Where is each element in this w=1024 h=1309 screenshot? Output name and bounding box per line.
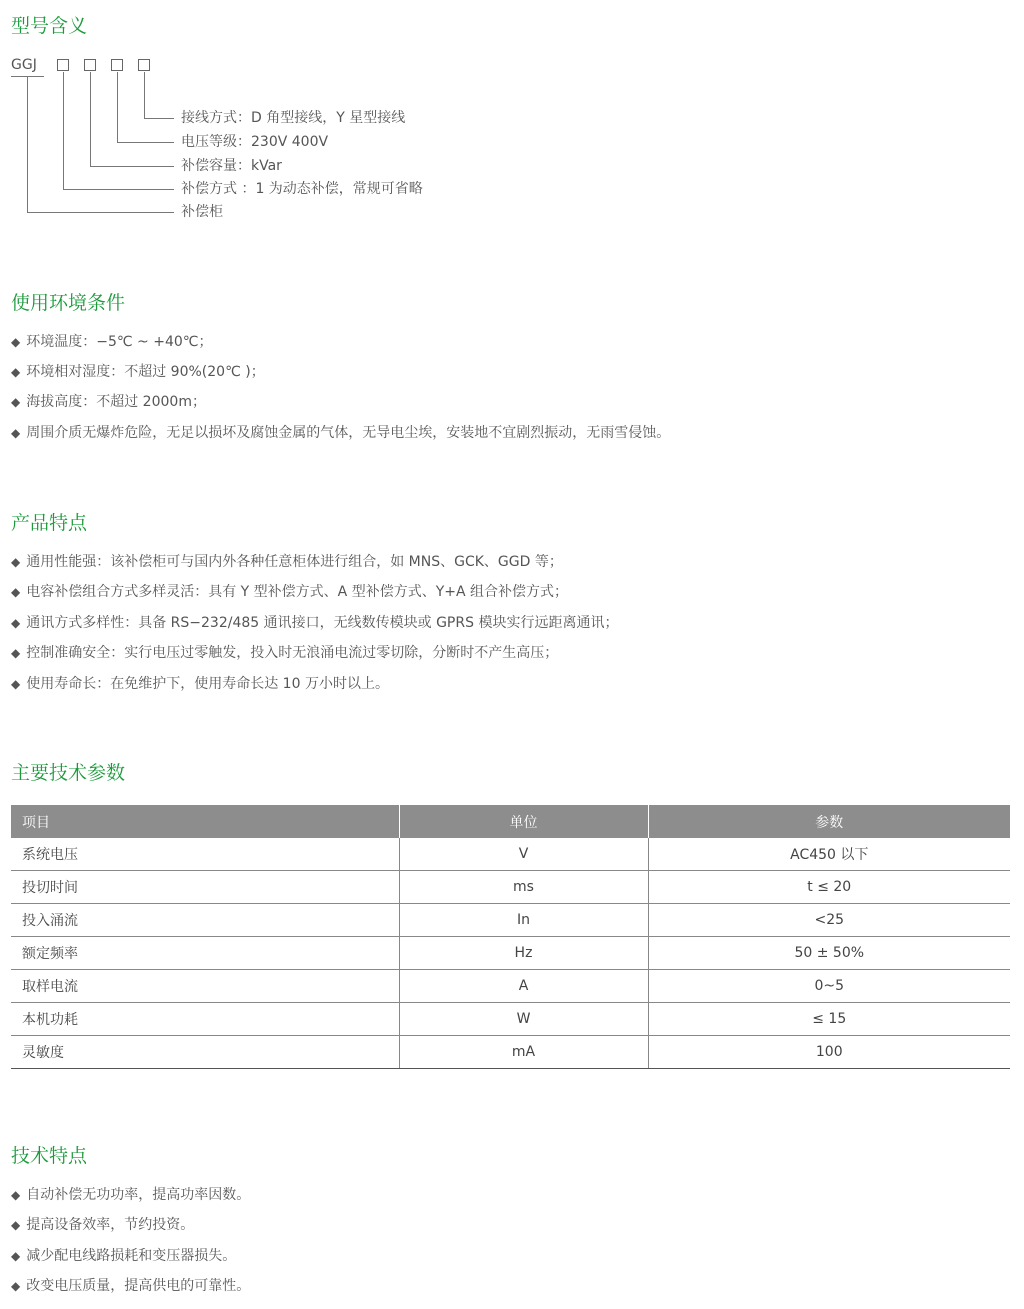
cell-unit: mA xyxy=(399,1036,648,1069)
list-item: ◆ 海拔高度：不超过 2000m； xyxy=(11,394,206,410)
list-item: ◆ 减少配电线路损耗和变压器损失。 xyxy=(11,1248,237,1264)
diamond-bullet-icon: ◆ xyxy=(11,426,21,440)
column-header-value: 参数 xyxy=(648,805,1010,838)
model-label-capacity: 补偿容量：kVar xyxy=(181,158,282,174)
cell-unit: A xyxy=(399,970,648,1003)
table-row xyxy=(11,1036,1010,1069)
diamond-bullet-icon: ◆ xyxy=(11,365,21,379)
diamond-bullet-icon: ◆ xyxy=(11,585,21,599)
table-row xyxy=(11,1003,1010,1036)
cell-unit: ms xyxy=(399,871,648,904)
cell-item: 本机功耗 xyxy=(11,1003,399,1036)
section-title-features: 产品特点 xyxy=(11,512,88,534)
cell-item: 额定频率 xyxy=(11,937,399,970)
section-title-env: 使用环境条件 xyxy=(11,292,126,314)
connector-line xyxy=(90,72,91,167)
connector-line xyxy=(63,72,64,190)
params-table xyxy=(11,805,1010,1069)
cell-unit: W xyxy=(399,1003,648,1036)
diamond-bullet-icon: ◆ xyxy=(11,395,21,409)
diamond-bullet-icon: ◆ xyxy=(11,1218,21,1232)
cell-value: 50 ± 50% xyxy=(648,937,1010,970)
column-header-unit: 单位 xyxy=(399,805,648,838)
list-item: ◆ 环境温度：−5℃ ~ +40℃； xyxy=(11,334,213,350)
cell-value: 100 xyxy=(648,1036,1010,1069)
diamond-bullet-icon: ◆ xyxy=(11,646,21,660)
cell-item: 投入涌流 xyxy=(11,904,399,937)
cell-value: ≤ 15 xyxy=(648,1003,1010,1036)
section-title-model: 型号含义 xyxy=(11,15,88,37)
model-label-voltage: 电压等级：230V 400V xyxy=(181,134,329,150)
cell-value: <25 xyxy=(648,904,1010,937)
connector-line xyxy=(117,72,118,143)
connector-line xyxy=(27,76,28,213)
connector-line xyxy=(27,212,174,213)
table-row xyxy=(11,970,1010,1003)
model-code-box-3 xyxy=(111,59,123,71)
cell-item: 取样电流 xyxy=(11,970,399,1003)
diamond-bullet-icon: ◆ xyxy=(11,1249,21,1263)
diamond-bullet-icon: ◆ xyxy=(11,616,21,630)
table-row xyxy=(11,838,1010,871)
list-item: ◆ 电容补偿组合方式多样灵活：具有 Y 型补偿方式、A 型补偿方式、Y+A 组合补偿方式； xyxy=(11,584,569,600)
cell-value: AC450 以下 xyxy=(648,838,1010,871)
column-header-item: 项目 xyxy=(11,805,399,838)
cell-unit: Hz xyxy=(399,937,648,970)
model-label-mode: 补偿方式 ：1 为动态补偿，常规可省略 xyxy=(181,181,423,197)
table-row xyxy=(11,937,1010,970)
cell-item: 投切时间 xyxy=(11,871,399,904)
model-label-wiring: 接线方式：D 角型接线，Y 星型接线 xyxy=(181,110,406,126)
model-code-box-2 xyxy=(84,59,96,71)
table-row xyxy=(11,904,1010,937)
cell-item: 灵敏度 xyxy=(11,1036,399,1069)
connector-line xyxy=(144,72,145,119)
list-item: ◆ 自动补偿无功功率，提高功率因数。 xyxy=(11,1187,251,1203)
diamond-bullet-icon: ◆ xyxy=(11,1188,21,1202)
connector-line xyxy=(144,118,174,119)
cell-value: t ≤ 20 xyxy=(648,871,1010,904)
cell-unit: V xyxy=(399,838,648,871)
model-code-box-4 xyxy=(138,59,150,71)
connector-line xyxy=(63,189,174,190)
cell-unit: In xyxy=(399,904,648,937)
list-item: ◆ 通讯方式多样性：具备 RS−232/485 通讯接口，无线数传模块或 GPRS 模块实行远距离通讯； xyxy=(11,615,619,631)
list-item: ◆ 使用寿命长：在免维护下，使用寿命长达 10 万小时以上。 xyxy=(11,676,389,692)
diamond-bullet-icon: ◆ xyxy=(11,1279,21,1293)
diamond-bullet-icon: ◆ xyxy=(11,555,21,569)
list-item: ◆ 控制准确安全：实行电压过零触发，投入时无浪涌电流过零切除，分断时不产生高压； xyxy=(11,645,559,661)
table-header-row xyxy=(11,805,1010,838)
cell-value: 0~5 xyxy=(648,970,1010,1003)
diamond-bullet-icon: ◆ xyxy=(11,677,21,691)
list-item: ◆ 通用性能强：该补偿柜可与国内外各种任意柜体进行组合，如 MNS、GCK、GGD 等； xyxy=(11,554,563,570)
cell-item: 系统电压 xyxy=(11,838,399,871)
connector-line xyxy=(117,142,174,143)
connector-line xyxy=(90,166,174,167)
table-row xyxy=(11,871,1010,904)
section-title-params: 主要技术参数 xyxy=(11,762,126,784)
list-item: ◆ 提高设备效率，节约投资。 xyxy=(11,1217,195,1233)
list-item: ◆ 周围介质无爆炸危险，无足以损坏及腐蚀金属的气体，无导电尘埃，安装地不宜剧烈振动，无雨雪侵蚀。 xyxy=(11,425,671,441)
list-item: ◆ 环境相对湿度：不超过 90%(20℃ )； xyxy=(11,364,265,380)
diamond-bullet-icon: ◆ xyxy=(11,335,21,349)
model-label-cabinet: 补偿柜 xyxy=(181,204,223,220)
model-code-box-1 xyxy=(57,59,69,71)
list-item: ◆ 改变电压质量，提高供电的可靠性。 xyxy=(11,1278,251,1294)
model-prefix: GGJ xyxy=(11,57,37,73)
section-title-tech: 技术特点 xyxy=(11,1145,88,1167)
